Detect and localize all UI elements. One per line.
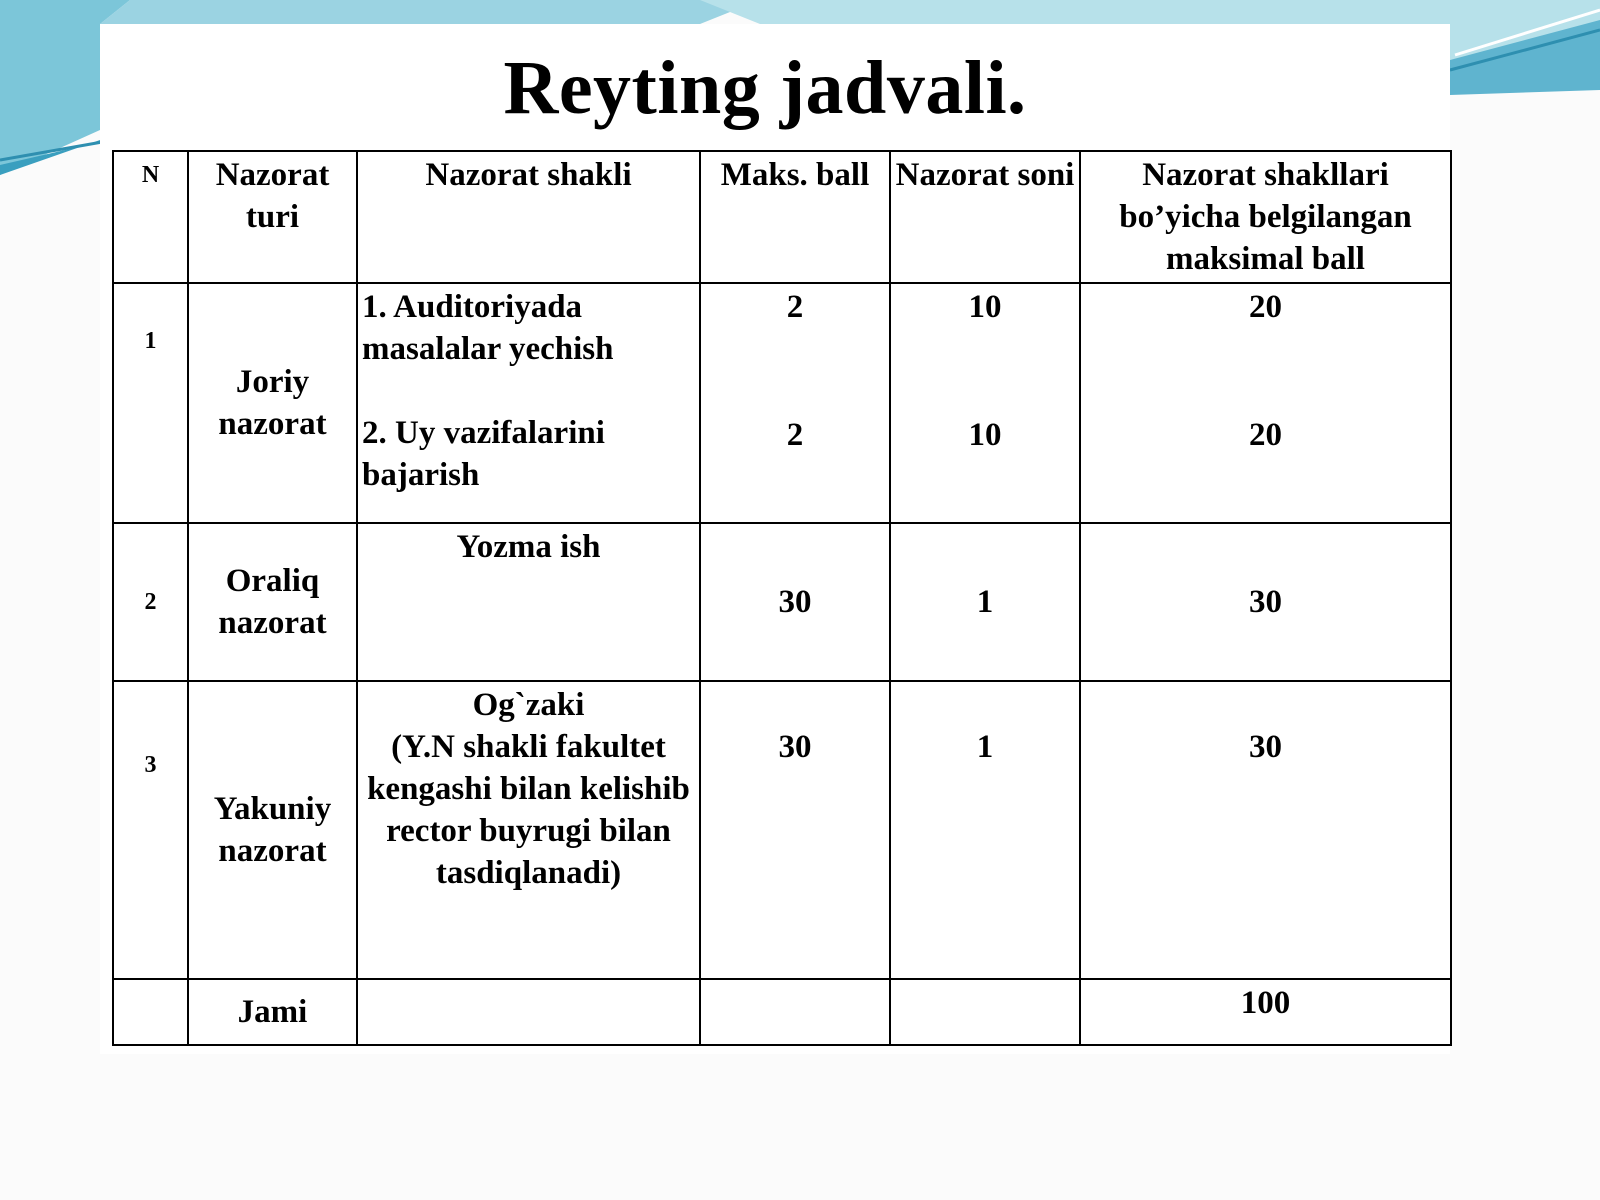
- count-value: 10: [968, 289, 1002, 325]
- footer-empty-cell: [113, 979, 188, 1045]
- header-n: N: [113, 151, 188, 283]
- row-control-count: [890, 283, 1080, 523]
- rating-table: [112, 150, 1452, 1046]
- header-max-score: Maks. ball: [700, 151, 890, 283]
- row-total-score: 30: [1080, 523, 1451, 681]
- table-header-row: [113, 151, 1451, 283]
- total-value: 20: [1249, 289, 1282, 325]
- row-control-forms: [357, 283, 700, 523]
- form-note: (Y.N shakli fakultet kengashi bilan kelishib rector buyrugi bilan tasdiqlanadi): [367, 729, 690, 891]
- form-title: Og`zaki: [472, 687, 585, 723]
- table-row: [113, 681, 1451, 979]
- max-score-value: 2: [786, 289, 804, 325]
- total-value: 20: [1249, 417, 1282, 453]
- row-control-type: Joriy nazorat: [188, 283, 357, 523]
- row-control-count: 1: [890, 681, 1080, 979]
- table-row: [113, 283, 1451, 523]
- row-total-score: 30: [1080, 681, 1451, 979]
- row-control-count: 1: [890, 523, 1080, 681]
- table-footer-row: [113, 979, 1451, 1045]
- row-control-type: Yakuniy nazorat: [188, 681, 357, 979]
- form-item: 2. Uy vazifalarini bajarish: [362, 415, 605, 493]
- row-number: 2: [113, 523, 188, 681]
- header-total-max-score: Nazorat shakllari bo’yicha belgilangan maksimal ball: [1080, 151, 1451, 283]
- page-title: Reyting jadvali.: [503, 46, 1027, 130]
- footer-total: 100: [1080, 979, 1451, 1045]
- row-number: 3: [113, 681, 188, 979]
- row-max-score: 30: [700, 523, 890, 681]
- form-item: 1. Auditoriyada masalalar yechish: [362, 289, 614, 367]
- row-max-score: 30: [700, 681, 890, 979]
- max-score-value: 2: [786, 417, 804, 453]
- footer-empty-cell: [357, 979, 700, 1045]
- footer-empty-cell: [700, 979, 890, 1045]
- header-control-form: Nazorat shakli: [357, 151, 700, 283]
- table-row: [113, 523, 1451, 681]
- footer-empty-cell: [890, 979, 1080, 1045]
- count-value: 10: [968, 417, 1002, 453]
- footer-label: Jami: [188, 979, 357, 1045]
- header-control-type: Nazorat turi: [188, 151, 357, 283]
- row-max-score: [700, 283, 890, 523]
- row-control-form: [357, 681, 700, 979]
- row-total-score: [1080, 283, 1451, 523]
- row-control-type: Oraliq nazorat: [188, 523, 357, 681]
- row-control-form: Yozma ish: [357, 523, 700, 681]
- header-control-count: Nazorat soni: [890, 151, 1080, 283]
- row-number: 1: [113, 283, 188, 523]
